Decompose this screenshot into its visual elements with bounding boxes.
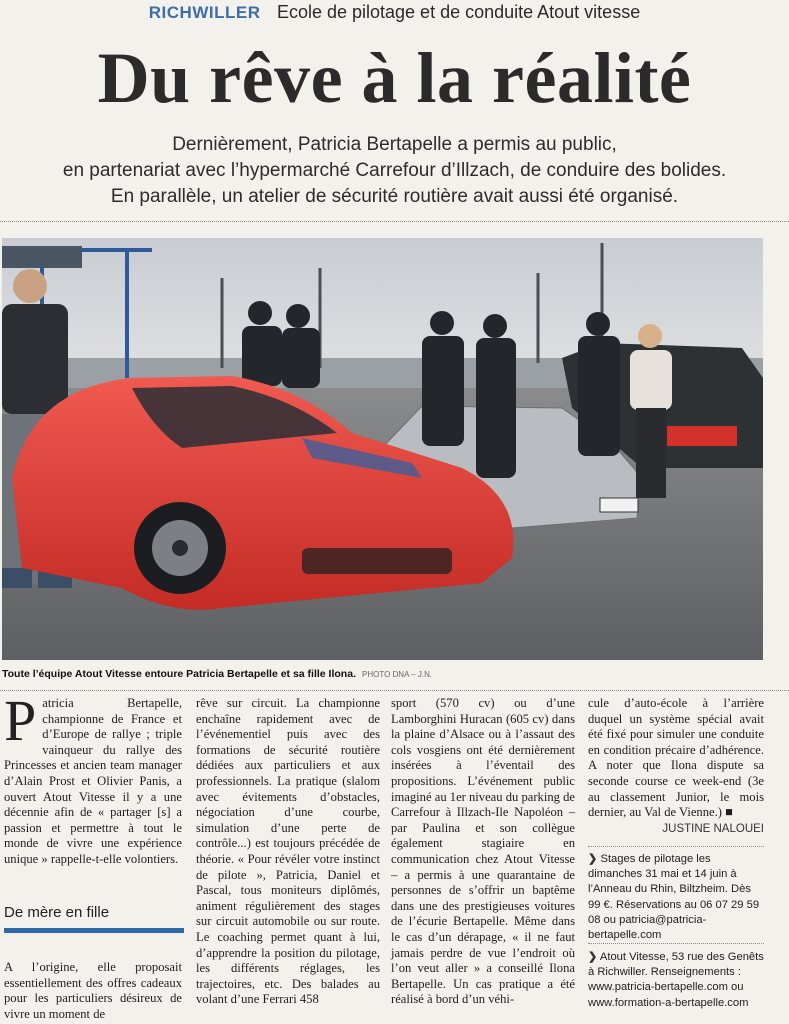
article-kicker <box>0 2 789 32</box>
intro-line: En parallèle, un atelier de sécurité routière avait aussi été organisé. <box>110 186 679 207</box>
intertitle-bar <box>4 928 184 933</box>
paragraph: atricia Bertapelle, championne de France et d’Europe de rallye ; triple vainqueur du rallye des Princesses et ancien team manager d’Alain Prost et Olivier Panis, a ouvert Atout Vitesse il y a une décennie afin de « partager [s] a passion et permettre à tout le monde de vivre une expérience unique » rappelle-t-elle volontiers. <box>4 696 182 866</box>
article-column-1b <box>4 960 182 1022</box>
drop-cap: P <box>4 688 37 753</box>
paragraph: rêve sur circuit. La championne enchaîne rapidement avec de l’événementiel puis avec des formations de sécurité routière dédiées aux particuliers et aux professionnels. La pratique (slalom avec évitements d’obstacles, négociation d’une courbe, simulation d’une perte de contrôle...) est toujours précédée de théorie. « Pour révéler votre instinct de pilote », Patricia, Daniel et Pascal, tous moniteurs diplômés, animent régulièrement des stages sur circuit automobile ou sur route. Le coaching permet quant à lui, d’apprendre la position du pilotage, les différents réglages, les trajectoires, etc. Des balades au volant d’une Ferrari 458 <box>196 696 380 1007</box>
info-box-stages <box>588 852 764 943</box>
photo-credit: PHOTO DNA – J.N. <box>361 670 433 679</box>
arrow-icon: ❯ <box>588 951 598 963</box>
arrow-icon: ❯ <box>588 853 598 865</box>
divider <box>588 943 764 944</box>
divider <box>0 221 789 222</box>
intro-line: en partenariat avec l’hypermarché Carrefour d’Illzach, de conduire des bolides. <box>62 160 727 181</box>
article-column-2 <box>196 696 380 1008</box>
info-text: Stages de pilotage les dimanches 31 mai et 14 juin à l’Anneau du Rhin, Biltzheim. Dès 99 €. Réservations au 06 07 29 59 08 ou patricia@patricia-bertapelle.com <box>588 853 760 942</box>
photo-caption <box>2 668 763 680</box>
paragraph: sport (570 cv) ou d’une Lamborghini Huracan (605 cv) dans la plaine d’Alsace ou à l’assaut des cols vosgiens ont été dernièrement insérées à l’éventail des propositions. L’événement public imaginé au 1er niveau du parking de Carrefour à Illzach-Ile Napoléon – par Paulina et son collègue également stagiaire en communication chez Atout Vitesse – a permis à une quarantaine de personnes de s’offrir un baptême dans une des prestigieuses voitures de l’écurie Bertapelle. Même dans le cas d’un dérapage, « il ne faut jamais perdre de vue l’endroit où l’on veut aller » a conseillé Ilona Bertapelle. Un cas pratique a été réalisé à bord d’un véhi- <box>391 696 575 1007</box>
divider <box>588 846 764 847</box>
article-column-4 <box>588 696 764 837</box>
signature: JUSTINE NALOUEI <box>662 822 764 835</box>
paragraph: cule d’auto-école à l’arrière duquel un système spécial avait été fixé pour simuler une conduite en condition précaire d’adhérence. A noter que Ilona dispute sa seconde course ce week-end (3e au classement Junior, le mois dernier, au Val de Vienne.) ■ <box>588 696 764 820</box>
intro-line: Dernièrement, Patricia Bertapelle a permis au public, <box>172 134 617 155</box>
intertitle: De mère en fille <box>4 904 110 921</box>
info-text: Atout Vitesse, 53 rue des Genêts à Richwiller. Renseignements : www.patricia-bertapelle.com ou www.formation-a-bertapelle.com <box>588 951 764 1009</box>
article-photo <box>2 238 763 660</box>
location-label: RICHWILLER <box>148 3 261 22</box>
paragraph: A l’origine, elle proposait essentiellement des offres cadeaux pour les particuliers désireux de vivre un moment de <box>4 960 182 1021</box>
article-column-1 <box>4 688 182 868</box>
caption-text: Toute l’équipe Atout Vitesse entoure Patricia Bertapelle et sa fille Ilona. <box>2 668 356 680</box>
kicker-subtitle: Ecole de pilotage et de conduite Atout vitesse <box>276 2 641 22</box>
intro-paragraph <box>0 132 789 210</box>
headline: Du rêve à la réalité <box>97 38 692 118</box>
article-column-3 <box>391 696 575 1008</box>
divider <box>0 690 789 691</box>
photo-illustration <box>2 238 763 660</box>
info-box-contact <box>588 950 764 1011</box>
